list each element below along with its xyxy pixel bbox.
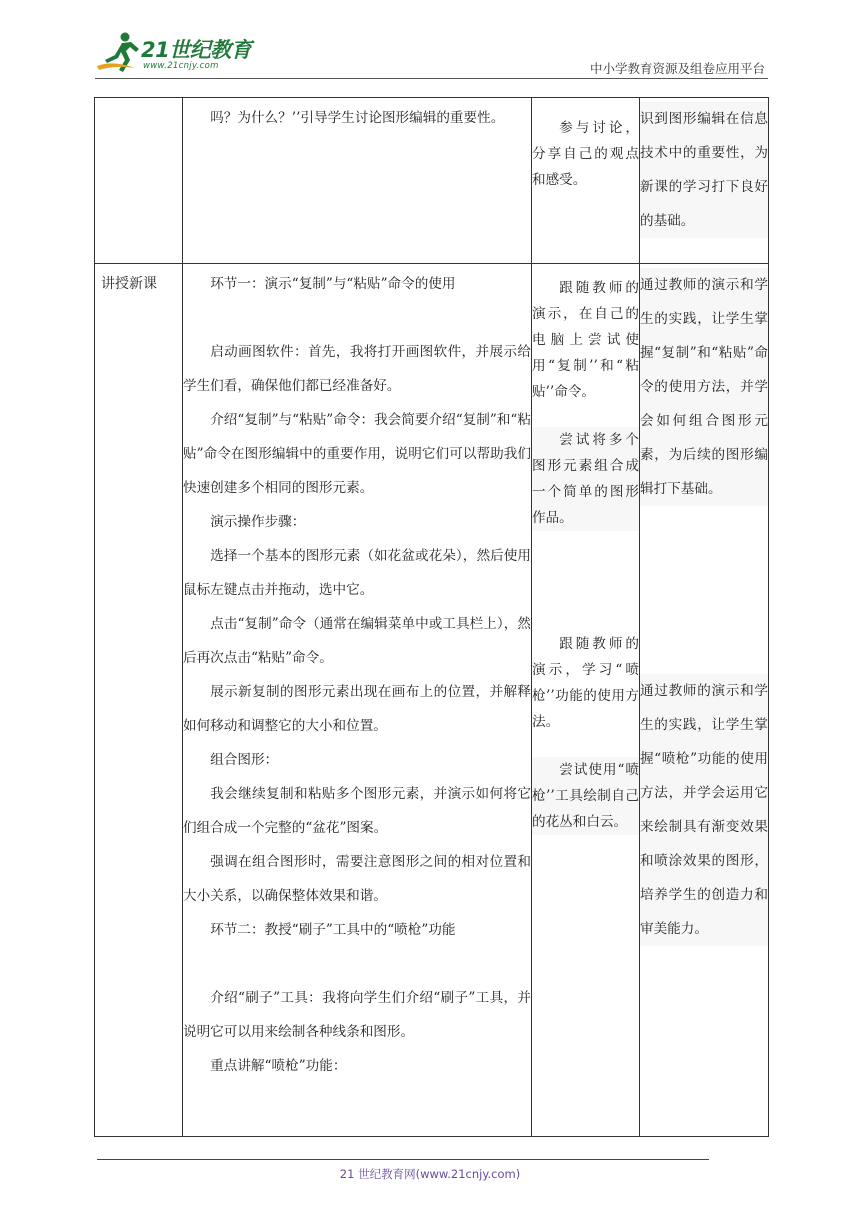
table-row (95, 264, 769, 1137)
runner-icon (95, 30, 143, 76)
content-paragraph: 强调在组合图形时，需要注意图形之间的相对位置和大小关系，以确保整体效果和谐。 (183, 854, 531, 904)
design-intent-text: 通过教师的演示和学生的实践，让学生掌握“复制”和“粘贴”命令的使用方法，并学会如何组合图形元素，为后续的图形编辑打下基础。 (640, 268, 768, 506)
design-intent-text: 识到图形编辑在信息技术中的重要性，为新课的学习打下良好的基础。 (640, 102, 768, 238)
content-paragraph: 点击“复制”命令（通常在编辑菜单中或工具栏上），然后再次点击“粘贴”命令。 (183, 616, 531, 666)
header-divider (95, 78, 768, 79)
stage-label: 讲授新课 (101, 276, 157, 292)
stage-cell (95, 98, 183, 264)
content-paragraph: 介绍“复制”与“粘贴”命令：我会简要介绍“复制”和“粘贴”命令在图形编辑中的重要作用，说明它们可以帮助我们快速创建多个相同的图形元素。 (183, 412, 531, 496)
student-activity-text: 尝试将多个图形元素组合成一个简单的图形作品。 (532, 427, 639, 531)
design-intent-cell (640, 264, 769, 1137)
content-paragraph: 介绍“刷子”工具：我将向学生们介绍“刷子”工具，并说明它可以用来绘制各种线条和图形。 (183, 990, 531, 1040)
footer-divider (97, 1159, 709, 1160)
design-intent-cell (640, 98, 769, 264)
content-paragraph: 选择一个基本的图形元素（如花盆或花朵），然后使用鼠标左键点击并拖动，选中它。 (183, 548, 531, 598)
student-activity-cell (532, 98, 640, 264)
logo-url: www.21cnjy.com (143, 61, 219, 71)
content-paragraph: 演示操作步骤： (210, 514, 306, 530)
content-paragraph: 环节二：教授“刷子”工具中的“喷枪”功能 (210, 922, 456, 938)
content-paragraph: 我会继续复制和粘贴多个图形元素，并演示如何将它们组合成一个完整的“盆花”图案。 (183, 786, 531, 836)
student-activity-text: 参与讨论，分享自己的观点和感受。 (532, 120, 639, 188)
content-paragraph: 启动画图软件：首先，我将打开画图软件，并展示给学生们看，确保他们都已经准备好。 (183, 344, 531, 394)
content-paragraph: 展示新复制的图形元素出现在画布上的位置，并解释如何移动和调整它的大小和位置。 (183, 684, 531, 734)
student-activity-text: 跟随教师的演示，在自己的电脑上尝试使用“复制’’和“粘贴’’命令。 (532, 280, 639, 400)
student-activity-text: 跟随教师的演示，学习“喷枪’’功能的使用方法。 (532, 636, 639, 730)
logo-text: 21世纪教育 (141, 38, 252, 62)
content-cell (183, 98, 532, 264)
content-paragraph: 重点讲解“喷枪”功能： (210, 1058, 347, 1074)
design-intent-text: 通过教师的演示和学生的实践，让学生掌握“喷枪”功能的使用方法，并学会运用它来绘制具有渐变效果和喷涂效果的图形，培养学生的创造力和审美能力。 (640, 674, 768, 946)
content-paragraph: 环节一：演示“复制”与“粘贴”命令的使用 (210, 276, 456, 292)
content-paragraph: 组合图形： (210, 752, 279, 768)
stage-cell (95, 264, 183, 1137)
platform-title: 中小学教育资源及组卷应用平台 (589, 61, 765, 76)
content-cell (183, 264, 532, 1137)
lesson-plan-table (94, 97, 769, 1137)
logo (95, 28, 265, 80)
footer-text: 21 世纪教育网(www.21cnjy.com) (339, 1167, 521, 1181)
page-header (95, 28, 765, 80)
content-paragraph: 吗？为什么？’’引导学生讨论图形编辑的重要性。 (210, 110, 505, 126)
student-activity-cell (532, 264, 640, 1137)
table-row (95, 98, 769, 264)
student-activity-text: 尝试使用“喷枪’’工具绘制自己的花丛和白云。 (532, 757, 639, 835)
